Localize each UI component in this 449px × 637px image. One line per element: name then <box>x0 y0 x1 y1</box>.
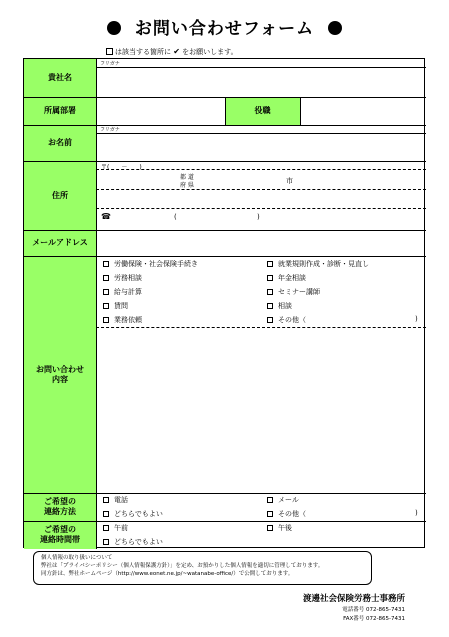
checkbox-icon <box>267 289 273 295</box>
column-divider <box>225 97 226 125</box>
label-email: メールアドレス <box>24 230 96 256</box>
row-divider <box>24 256 426 257</box>
contact-method-phone[interactable]: 電話 <box>103 495 128 505</box>
label-name: お名前 <box>24 125 96 161</box>
black-circle-icon <box>328 21 342 35</box>
dashed-divider <box>96 208 426 209</box>
checkbox-icon <box>267 497 273 503</box>
label-address: 住所 <box>24 161 96 230</box>
page-title <box>0 14 449 39</box>
checkbox-icon <box>103 275 109 281</box>
option-payroll[interactable]: 給与計算 <box>103 287 142 297</box>
checkbox-icon <box>103 497 109 503</box>
row-divider <box>24 161 426 162</box>
checkbox-icon <box>267 275 273 281</box>
furigana-label: フリガナ <box>100 61 120 67</box>
office-name: 渡邊社会保険労務士事務所 <box>302 594 405 604</box>
option-labor-insurance[interactable]: 労働保険・社会保険手続き <box>103 259 198 269</box>
label-position: 役職 <box>225 97 300 125</box>
checkbox-icon <box>103 539 109 545</box>
other-paren-close: ) <box>415 315 418 323</box>
contact-other-paren-close: ) <box>415 509 418 517</box>
office-info <box>303 592 405 622</box>
option-seminar-lecturer[interactable]: セミナー講師 <box>267 287 320 297</box>
option-pension[interactable]: 年金相談 <box>267 273 306 283</box>
checkbox-icon <box>103 317 109 323</box>
prefecture-fuken-label: 府 県 <box>180 182 194 189</box>
phone-field[interactable] <box>112 210 262 228</box>
option-other[interactable]: その他（ <box>267 315 306 325</box>
checkbox-icon <box>267 303 273 309</box>
title-text: お問い合わせフォーム <box>134 19 315 39</box>
label-contact-time: ご希望の 連絡時間帯 <box>24 521 96 549</box>
checkbox-icon <box>103 511 109 517</box>
checkbox-icon <box>267 511 273 517</box>
checkbox-icon <box>267 317 273 323</box>
privacy-notice <box>33 551 372 585</box>
option-labor-consultation[interactable]: 労務相談 <box>103 273 142 283</box>
prefecture-todo-label: 都 道 <box>180 174 194 181</box>
label-contact-method: ご希望の 連絡方法 <box>24 493 96 521</box>
contact-time-either[interactable]: どちらでもよい <box>103 537 163 547</box>
phone-paren-close: ) <box>257 213 260 221</box>
company-name-field[interactable] <box>97 68 426 97</box>
instruction-note: は該当する箇所に ✔ をお願いします。 <box>106 47 238 57</box>
phone-paren-open: ( <box>174 213 177 221</box>
checkbox-icon <box>103 303 109 309</box>
checkbox-icon <box>103 289 109 295</box>
label-department: 所属部署 <box>24 97 96 125</box>
furigana-label: フリガナ <box>100 127 120 133</box>
row-divider <box>24 521 426 522</box>
checkbox-icon <box>267 525 273 531</box>
option-work-rules[interactable]: 就業規則作成・診断・見直し <box>267 259 369 269</box>
privacy-heading: 個人情報の取り扱いについて <box>41 555 113 561</box>
privacy-text: 弊社は「プライバシーポリシー（個人情報保護方針）」を定め、お預かりした個人情報を適切に管理しております。 <box>41 563 324 569</box>
privacy-text: 同方針は、弊社ホームページ（http://www.eonet.ne.jp/~watanabe-office/）で公開しております。 <box>41 571 294 577</box>
position-field[interactable] <box>301 98 426 125</box>
contact-time-afternoon[interactable]: 午後 <box>267 523 292 533</box>
checkbox-icon <box>103 261 109 267</box>
row-divider <box>24 493 426 494</box>
postal-code-field[interactable]: 〒( － ) <box>101 164 142 171</box>
contact-time-morning[interactable]: 午前 <box>103 523 128 533</box>
city-label: 市 <box>286 177 293 185</box>
checkbox-icon <box>103 525 109 531</box>
label-inquiry: お問い合わせ 内容 <box>24 256 96 493</box>
checkbox-icon <box>267 261 273 267</box>
dashed-divider <box>96 169 426 170</box>
department-field[interactable] <box>97 98 225 125</box>
option-business-request[interactable]: 業務依頼 <box>103 315 142 325</box>
checkbox-icon <box>106 48 113 55</box>
contact-method-other[interactable]: その他（ <box>267 509 306 519</box>
street-address-field[interactable] <box>97 190 426 208</box>
contact-method-either[interactable]: どちらでもよい <box>103 509 163 519</box>
row-divider <box>24 125 426 126</box>
checkmark-icon: ✔ <box>173 47 180 56</box>
option-consultation[interactable]: 相談 <box>267 301 292 311</box>
phone-icon: ☎ <box>101 212 111 221</box>
office-fax: FAX番号 072-865-7431 <box>343 616 405 622</box>
email-field[interactable] <box>97 231 426 256</box>
option-question[interactable]: 賃問 <box>103 301 128 311</box>
label-company: 貴社名 <box>24 59 96 97</box>
name-field[interactable] <box>97 134 426 161</box>
black-circle-icon <box>107 21 121 35</box>
contact-method-email[interactable]: メール <box>267 495 299 505</box>
inquiry-form <box>23 58 425 548</box>
office-phone: 電話番号 072-865-7431 <box>342 607 405 613</box>
inquiry-content-field[interactable] <box>97 328 426 493</box>
